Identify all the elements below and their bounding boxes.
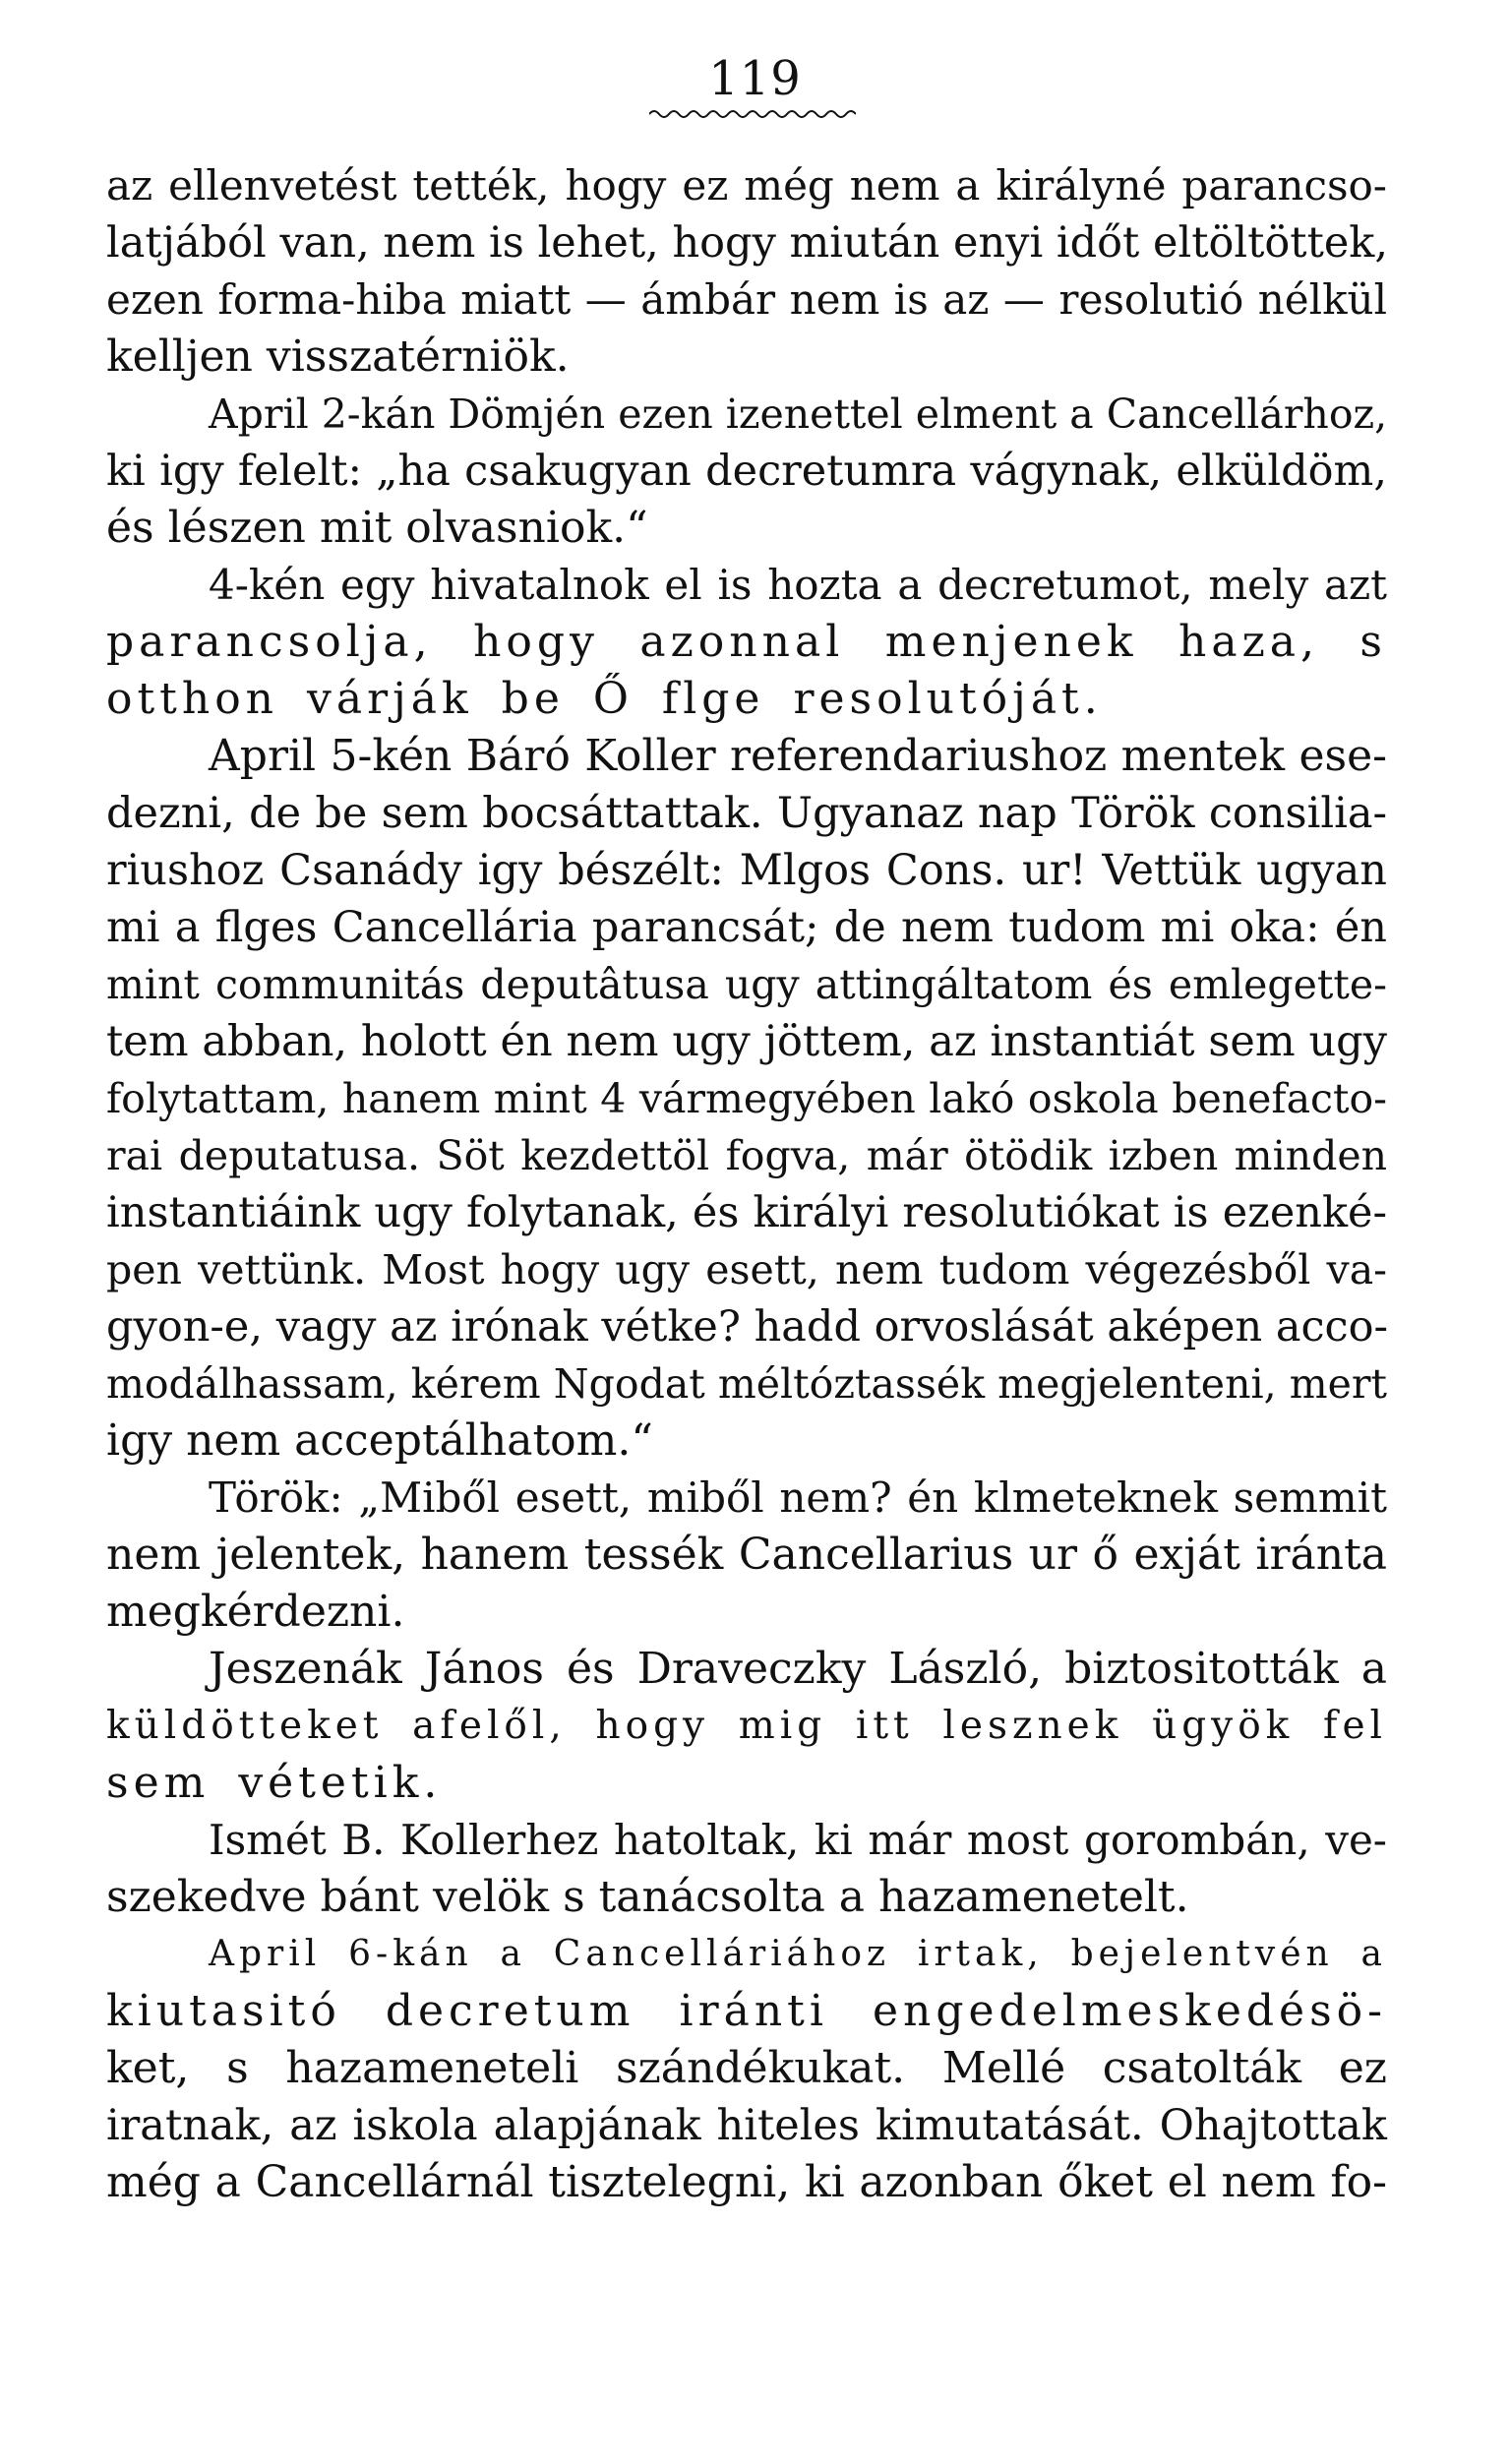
text-line: Török: „Miből esett, miből nem? én klmeteknek semmit [209,1473,1387,1522]
text-line: iratnak, az iskola alapjának hiteles kimutatását. Ohajtottak [106,2101,1387,2150]
text-line: modálhassam, kérem Ngodat méltóztassék megjelenteni, mert [106,1360,1387,1408]
text-line: ki igy felelt: „ha csakugyan decretumra vágynak, elküldöm, [106,447,1387,496]
text-line: megkérdezni. [106,1587,405,1637]
text-line: Jeszenák János és Draveczky László, biztositották a [209,1644,1387,1694]
text-line: gyon-e, vagy az irónak vétke? hadd orvoslását aképen acco- [106,1302,1389,1352]
text-line: folytattam, hanem mint 4 vármegyében lakó oskola benefacto- [106,1075,1387,1122]
text-line: ket, s hazameneteli szándékukat. Mellé csatolták ez [106,2043,1387,2093]
paragraph [106,1926,1387,2211]
text-line: küldötteket afelől, hogy mig itt lesznek ügyök fel [106,1704,1387,1748]
body-text [106,157,1387,2211]
text-line: instantiáink ugy folytanak, és királyi resolutiókat is ezenké- [106,1188,1387,1237]
text-line: rai deputatusa. Söt kezdettöl fogva, már ötödik izben minden [106,1132,1387,1179]
text-line: nem jelentek, hanem tessék Cancellarius ur ő exját iránta [106,1530,1387,1580]
text-line: Ismét B. Kollerhez hatoltak, ki már most gorombán, ve- [209,1816,1387,1864]
text-line: szekedve bánt velök s tanácsolta a hazamenetelt. [106,1872,1189,1922]
text-line: ezen forma-hiba miatt — ámbár nem is az — resolutió nélkül [106,275,1387,324]
text-line: April 6-kán a Cancelláriához irtak, bejelentvén a [209,1934,1387,1974]
paragraph [106,557,1387,728]
text-line: riushoz Csanády igy bészélt: Mlgos Cons. ur! Vettük ugyan [106,846,1387,895]
paragraph [106,728,1387,1470]
text-line: mint communitás deputâtusa ugy attingáltatom és emlegette- [106,961,1387,1008]
text-line: parancsolja, hogy azonnal menjenek haza, s [106,617,1387,667]
text-line: igy nem acceptálhatom.“ [106,1415,653,1466]
text-line: otthon várják be Ő flge resolutóját. [106,674,1103,724]
page-number: 119 [708,51,802,106]
text-line: az ellenvetést tették, hogy ez még nem a királyné parancso- [106,161,1387,210]
text-line: April 2-kán Dömjén ezen izenettel elment a Cancellárhoz, [209,391,1388,438]
text-line: kelljen visszatérniök. [106,331,570,382]
text-line: kiutasitó decretum iránti engedelmeskedésö- [106,1986,1387,2036]
text-line: sem vétetik. [106,1758,443,1808]
text-line: még a Cancellárnál tisztelegni, ki azonban őket el nem fo- [106,2157,1387,2207]
paragraph [106,1812,1387,1926]
text-line: pen vettünk. Most hogy ugy esett, nem tudom végezésből va- [106,1246,1387,1293]
text-line: tem abban, holott én nem ugy jöttem, az instantiát sem ugy [106,1017,1387,1066]
text-line: mi a flges Cancellária parancsát; de nem tudom mi oka: én [106,903,1387,952]
paragraph [106,1641,1387,1812]
text-line: 4-kén egy hivatalnok el is hozta a decretumot, mely azt [209,561,1387,609]
paragraph [106,1470,1387,1641]
text-line: dezni, de be sem bocsáttattak. Ugyanaz nap Török consilia- [106,789,1387,838]
text-line: latjából van, nem is lehet, hogy miután enyi időt eltöltöttek, [106,218,1389,268]
paragraph [106,386,1387,557]
paragraph [106,157,1387,386]
text-line: és lészen mit olvasniok.“ [106,503,648,553]
text-line: April 5-kén Báró Koller referendariushoz mentek ese- [209,731,1387,781]
page-number-wavy-rule [649,106,856,122]
